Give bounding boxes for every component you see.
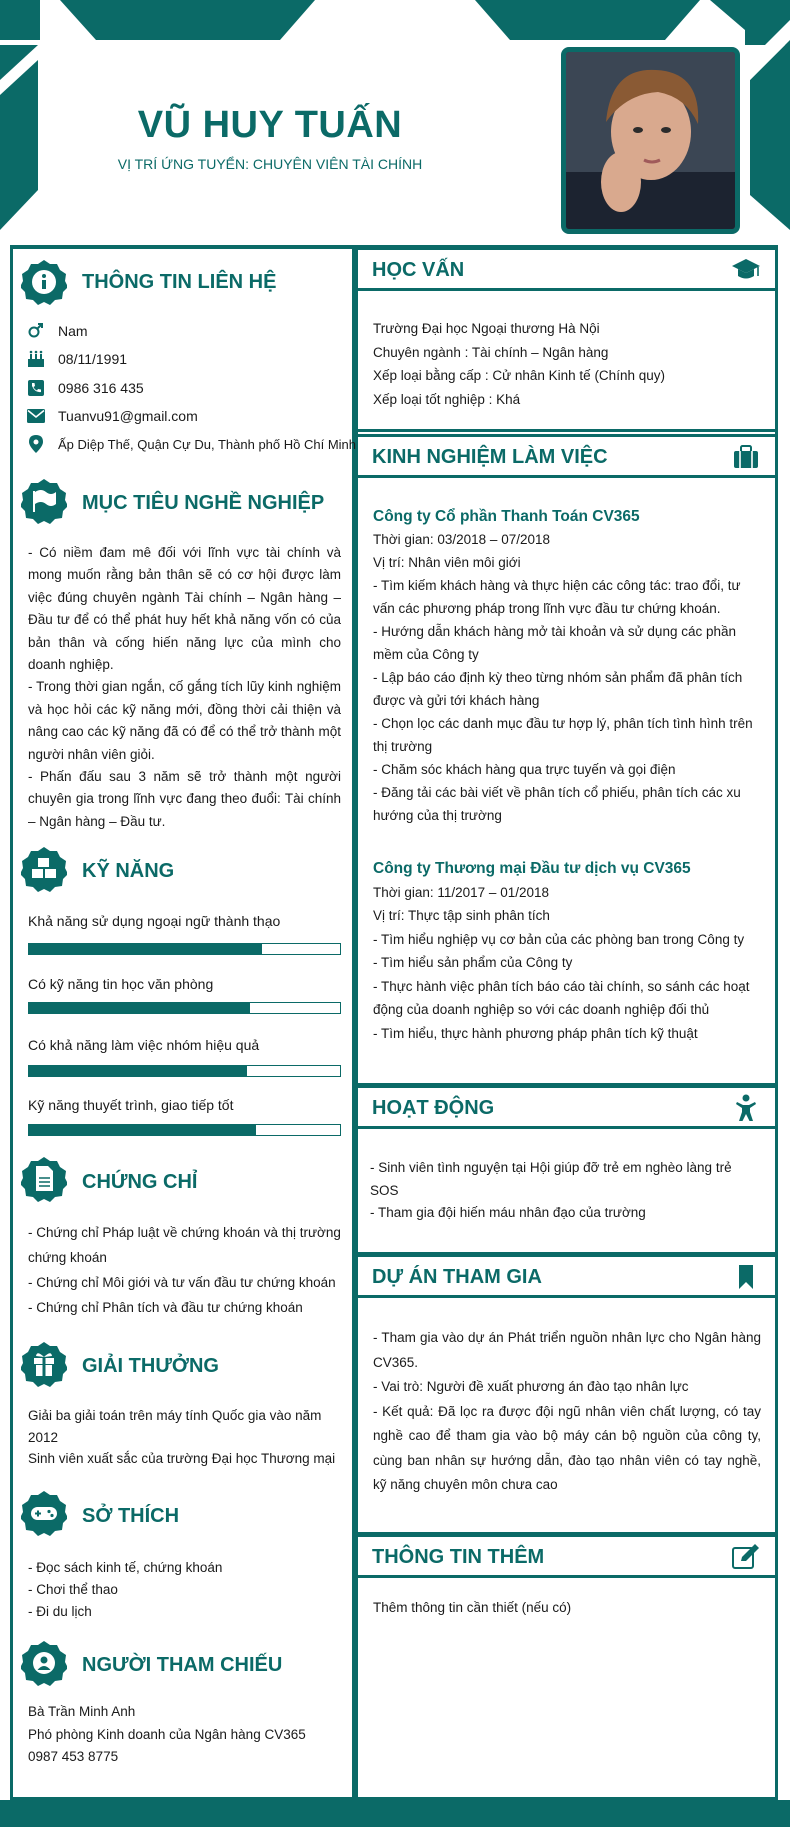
edit-icon: [731, 1543, 761, 1571]
objective-paragraph-3: - Phấn đấu sau 3 năm sẽ trở thành một người chuyên gia trong lĩnh vực đang theo đuổi: Tài chính – Ngân hàng – Đầu tư.: [28, 769, 341, 829]
education-major: Chuyên ngành : Tài chính – Ngân hàng: [373, 344, 609, 360]
contact-gender: [26, 322, 88, 340]
email-value: Tuanvu91@gmail.com: [58, 408, 198, 424]
award-item: Giải ba giải toán trên máy tính Quốc gia vào năm 2012: [28, 1408, 322, 1445]
awards-list: [28, 1405, 341, 1470]
skill-label: Kỹ năng thuyết trình, giao tiếp tốt: [28, 1097, 234, 1113]
job-duty: - Tìm kiếm khách hàng và thực hiện các công tác: trao đổi, tư vấn các phương pháp trong lĩnh vực đầu tư chứng khoán.: [373, 578, 741, 616]
education-school: Trường Đại học Ngoại thương Hà Nội: [373, 321, 600, 336]
extra-info-text: Thêm thông tin cần thiết (nếu có): [373, 1600, 572, 1615]
education-details: [373, 317, 761, 411]
footer-bar: [0, 1800, 790, 1827]
gift-icon: [21, 1341, 67, 1387]
briefcase-icon: [731, 443, 761, 471]
reference-role: Phó phòng Kinh doanh của Ngân hàng CV365: [28, 1726, 306, 1742]
skill-bar: [28, 943, 341, 955]
gamepad-icon: [21, 1490, 67, 1536]
candidate-name: VŨ HUY TUẤN: [137, 104, 403, 146]
project-item: - Kết quả: Đã lọc ra được đội ngũ nhân viên chất lượng, có tay nghề cao để tham gia vào bộ máy cán bộ nguồn của công ty, cùng ban nhân sự hướng dẫn, đào tạo nhân viên có tay nghề, kỹ năng chuyên môn chưa cao: [373, 1403, 761, 1492]
job-company: Công ty Thương mại Đầu tư dịch vụ CV365: [373, 860, 691, 877]
contact-birthday: [26, 350, 127, 368]
hobbies-list: [28, 1557, 341, 1623]
applied-position: VỊ TRÍ ỨNG TUYỂN: CHUYÊN VIÊN TÀI CHÍNH: [117, 156, 423, 172]
skill-bar-fill: [29, 944, 262, 954]
skill-bar: [28, 1124, 341, 1136]
contact-title: THÔNG TIN LIÊN HỆ: [82, 271, 277, 293]
job-duty: - Đăng tải các bài viết về phân tích cổ phiếu, phân tích các xu hướng của thị trường: [373, 785, 741, 823]
hobby-item: - Đọc sách kinh tế, chứng khoán: [28, 1560, 223, 1575]
job-role: Vị trí: Thực tập sinh phân tích: [373, 908, 550, 923]
job-company: Công ty Cổ phần Thanh Toán CV365: [373, 508, 640, 525]
activities-header: [358, 1085, 775, 1129]
projects-header: [358, 1254, 775, 1298]
certificate-item: - Chứng chỉ Môi giới và tư vấn đầu tư chứng khoán: [28, 1275, 336, 1290]
graduation-cap-icon: [731, 256, 761, 284]
phone-icon: [26, 379, 46, 397]
project-item: - Vai trò: Người đề xuất phương án đào tạo nhân lực: [373, 1379, 689, 1394]
birthday-value: 08/11/1991: [58, 351, 128, 367]
skills-title: KỸ NĂNG: [82, 860, 175, 882]
job-entry: [373, 857, 761, 1045]
job-duty: - Tìm hiểu, thực hành phương pháp phân tích kỹ thuật: [373, 1025, 698, 1041]
job-duty: - Tìm hiểu nghiệp vụ cơ bản của các phòng ban trong Công ty: [373, 931, 745, 947]
gender-value: Nam: [58, 323, 88, 339]
projects-list: [373, 1326, 761, 1498]
flag-icon: [21, 478, 67, 524]
job-duty: - Hướng dẫn khách hàng mở tài khoản và sử dụng các phần mềm của Công ty: [373, 624, 736, 662]
skill-bar-fill: [29, 1003, 250, 1013]
education-header: [358, 247, 775, 291]
job-duty: - Lập báo cáo định kỳ theo từng nhóm sản phẩm đã phân tích được và gửi tới khách hàng: [373, 670, 743, 708]
award-item: Sinh viên xuất sắc của trường Đại học Thương mại: [28, 1451, 336, 1466]
awards-title: GIẢI THƯỞNG: [82, 1355, 219, 1377]
skill-label: Khả năng sử dụng ngoại ngữ thành thạo: [28, 913, 281, 929]
job-duty: - Tìm hiểu sản phẩm của Công ty: [373, 955, 573, 970]
education-title: HỌC VẤN: [372, 259, 465, 281]
document-icon: [21, 1156, 67, 1202]
envelope-icon: [26, 407, 46, 425]
certificates-title: CHỨNG CHỈ: [82, 1171, 198, 1193]
bookmark-icon: [731, 1263, 761, 1291]
skill-label: Có khả năng làm việc nhóm hiệu quả: [28, 1037, 260, 1053]
job-duty: - Thực hành việc phân tích báo cáo tài chính, so sánh các hoạt động của doanh nghiệp so với các doanh nghiệp đối thủ: [373, 978, 750, 1017]
certificates-list: [28, 1220, 341, 1320]
certificate-item: - Chứng chỉ Pháp luật về chứng khoán và thị trường chứng khoán: [28, 1225, 341, 1265]
extra-info-title: THÔNG TIN THÊM: [372, 1546, 545, 1568]
experience-header: [358, 434, 775, 478]
job-duty: - Chọn lọc các danh mục đầu tư hợp lý, phân tích tình hình trên thị trường: [373, 716, 753, 754]
birthday-cake-icon: [26, 350, 46, 368]
job-time: Thời gian: 03/2018 – 07/2018: [373, 532, 550, 547]
skill-bar-fill: [29, 1066, 247, 1076]
hobby-item: - Chơi thể thao: [28, 1582, 118, 1597]
experience-title: KINH NGHIỆM LÀM VIỆC: [372, 446, 608, 468]
activities-title: HOẠT ĐỘNG: [372, 1097, 495, 1119]
profile-photo: [561, 47, 740, 234]
project-item: - Tham gia vào dự án Phát triển nguồn nhân lực cho Ngân hàng CV365.: [373, 1330, 761, 1370]
person-icon: [731, 1094, 761, 1122]
skill-label: Có kỹ năng tin học văn phòng: [28, 976, 214, 992]
phone-value: 0986 316 435: [58, 380, 144, 396]
job-duty: - Chăm sóc khách hàng qua trực tuyến và gọi điện: [373, 762, 676, 777]
activity-item: - Tham gia đội hiến máu nhân đạo của trường: [370, 1205, 646, 1220]
references-title: NGƯỜI THAM CHIẾU: [82, 1654, 283, 1676]
contact-phone: [26, 379, 144, 397]
education-degree: Xếp loại bằng cấp : Cử nhân Kinh tế (Chính quy): [373, 368, 665, 383]
activities-list: [370, 1157, 760, 1225]
contact-email: [26, 407, 198, 425]
reference-phone: 0987 453 8775: [28, 1749, 119, 1764]
reference-name: Bà Trần Minh Anh: [28, 1704, 136, 1719]
gender-icon: [26, 322, 46, 340]
objective-paragraph-2: - Trong thời gian ngắn, cố gắng tích lũy kinh nghiệm và học hỏi các kỹ năng mới, đồng thời cải thiện và nâng cao các kỹ năng đã có để có thể trở thành một người nhân viên giỏi.: [28, 679, 341, 762]
hobby-item: - Đi du lịch: [28, 1604, 92, 1619]
info-icon: [21, 259, 67, 305]
skill-bar: [28, 1002, 341, 1014]
education-grade: Xếp loại tốt nghiệp : Khá: [373, 391, 521, 407]
contact-address: [26, 435, 356, 453]
certificate-item: - Chứng chỉ Phân tích và đầu tư chứng khoán: [28, 1300, 303, 1315]
job-role: Vị trí: Nhân viên môi giới: [373, 555, 521, 570]
job-time: Thời gian: 11/2017 – 01/2018: [373, 884, 549, 900]
projects-title: DỰ ÁN THAM GIA: [372, 1266, 542, 1288]
objective-paragraph-1: - Có niềm đam mê đối với lĩnh vực tài chính và mong muốn rằng bản thân sẽ có cơ hội được làm việc đúng chuyên ngành Tài chính – Ngân hàng – Đầu tư để có thể phát huy hết khả năng vốn có của bản thân và cống hiến năng lực của mình cho doanh nghiệp.: [28, 545, 341, 673]
extra-info-header: [358, 1534, 775, 1578]
activity-item: - Sinh viên tình nguyện tại Hội giúp đỡ trẻ em nghèo làng trẻ SOS: [370, 1160, 732, 1198]
objective-title: MỤC TIÊU NGHỀ NGHIỆP: [82, 492, 325, 514]
objective-text: [28, 542, 341, 833]
skills-blocks-icon: [21, 846, 67, 892]
user-circle-icon: [21, 1640, 67, 1686]
skill-bar-fill: [29, 1125, 256, 1135]
map-pin-icon: [26, 435, 46, 453]
skill-bar: [28, 1065, 341, 1077]
job-entry: [373, 505, 761, 827]
hobbies-title: SỞ THÍCH: [82, 1505, 180, 1527]
reference-details: [28, 1701, 341, 1769]
address-value: Ấp Diệp Thế, Quận Cự Du, Thành phố Hồ Chí Minh: [58, 436, 356, 452]
